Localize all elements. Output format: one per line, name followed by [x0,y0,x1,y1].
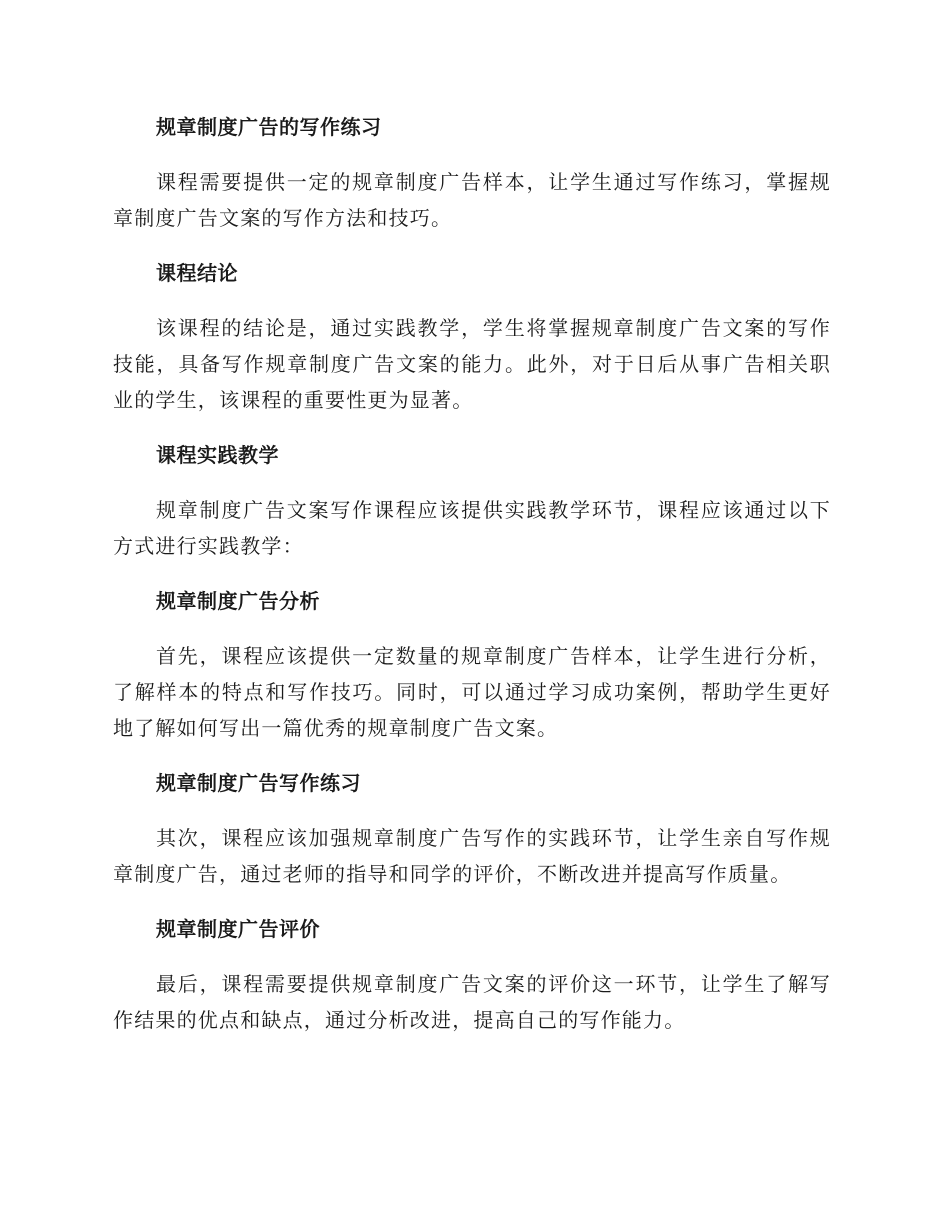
section-paragraph-ad-writing-practice: 其次，课程应该加强规章制度广告写作的实践环节，让学生亲自写作规章制度广告，通过老师的指导和同学的评价，不断改进并提高写作质量。 [113,826,831,886]
section-heading-practical-teaching: 课程实践教学 [156,443,279,467]
section-heading-course-conclusion: 课程结论 [156,261,238,285]
section-heading-ad-writing-practice: 规章制度广告写作练习 [156,771,361,795]
section-heading-writing-practice: 规章制度广告的写作练习 [156,115,382,139]
section-heading-ad-evaluation: 规章制度广告评价 [156,917,320,941]
section-paragraph-course-conclusion: 该课程的结论是，通过实践教学，学生将掌握规章制度广告文案的写作技能，具备写作规章制度广告文案的能力。此外，对于日后从事广告相关职业的学生，该课程的重要性更为显著。 [113,316,831,412]
section-heading-ad-analysis: 规章制度广告分析 [156,589,320,613]
section-paragraph-ad-evaluation: 最后，课程需要提供规章制度广告文案的评价这一环节，让学生了解写作结果的优点和缺点，通过分析改进，提高自己的写作能力。 [113,972,831,1032]
section-paragraph-writing-practice: 课程需要提供一定的规章制度广告样本，让学生通过写作练习，掌握规章制度广告文案的写作方法和技巧。 [113,170,831,230]
document-body [113,110,831,1058]
section-paragraph-practical-teaching: 规章制度广告文案写作课程应该提供实践教学环节，课程应该通过以下方式进行实践教学： [113,498,831,558]
section-paragraph-ad-analysis: 首先，课程应该提供一定数量的规章制度广告样本，让学生进行分析，了解样本的特点和写作技巧。同时，可以通过学习成功案例，帮助学生更好地了解如何写出一篇优秀的规章制度广告文案。 [113,644,831,740]
